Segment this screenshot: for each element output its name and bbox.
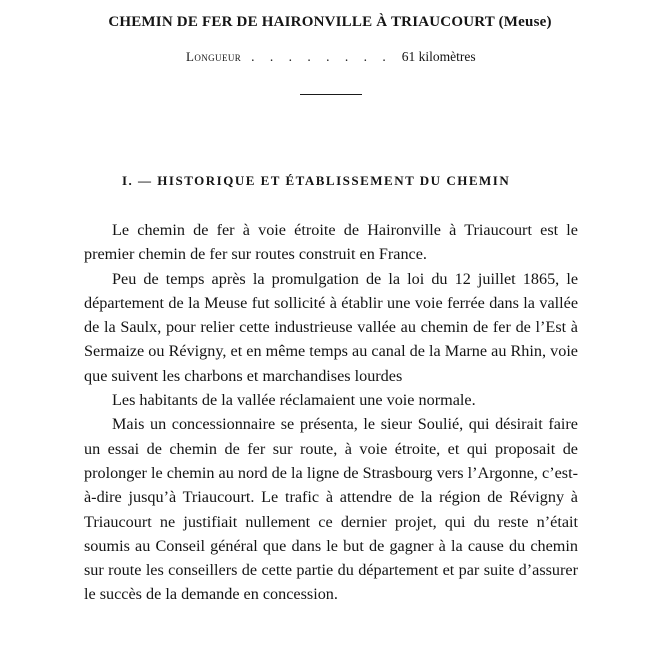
body-text <box>84 218 578 607</box>
paragraph-2: Peu de temps après la promulgation de la loi du 12 juillet 1865, le département de la Meuse fut sollicité à établir une voie ferrée dans la vallée de la Saulx, pour relier cette industrieuse vallée au chemin de fer de l’Est à Sermaize ou Révigny, et en même temps au canal de la Marne au Rhin, voie que suivent les charbons et marchandises lourdes <box>84 269 578 385</box>
title-divider <box>300 94 362 95</box>
paragraph-4: Mais un concessionnaire se présenta, le sieur Soulié, qui désirait faire un essai de chemin de fer sur route, à voie étroite, et qui proposait de prolonger le chemin au nord de la ligne de Strasbourg vers l’Argonne, c’est-à-dire jusqu’à Triaucourt. Le trafic à attendre de la région de Révigny à Triaucourt ne justifiait nullement ce dernier projet, qui du reste n’était soumis au Conseil général que dans le but de gagner à la cause du chemin sur route les conseillers de cette partie du département et par suite d’assurer le succès de la demande en concession. <box>84 415 578 604</box>
section-heading: I. — HISTORIQUE ET ÉTABLISSEMENT DU CHEMIN <box>122 173 511 188</box>
length-line <box>186 49 476 65</box>
paragraph-1: Le chemin de fer à voie étroite de Haironville à Triaucourt est le premier chemin de fer sur routes construit en France. <box>84 221 578 264</box>
length-value: 61 kilomètres <box>401 49 476 64</box>
length-label: Longueur <box>186 49 242 64</box>
length-dot-leader: . . . . . . . . <box>251 49 392 64</box>
paragraph-3: Les habitants de la vallée réclamaient une voie normale. <box>112 391 476 410</box>
document-title: CHEMIN DE FER DE HAIRONVILLE À TRIAUCOURT (Meuse) <box>108 14 552 30</box>
